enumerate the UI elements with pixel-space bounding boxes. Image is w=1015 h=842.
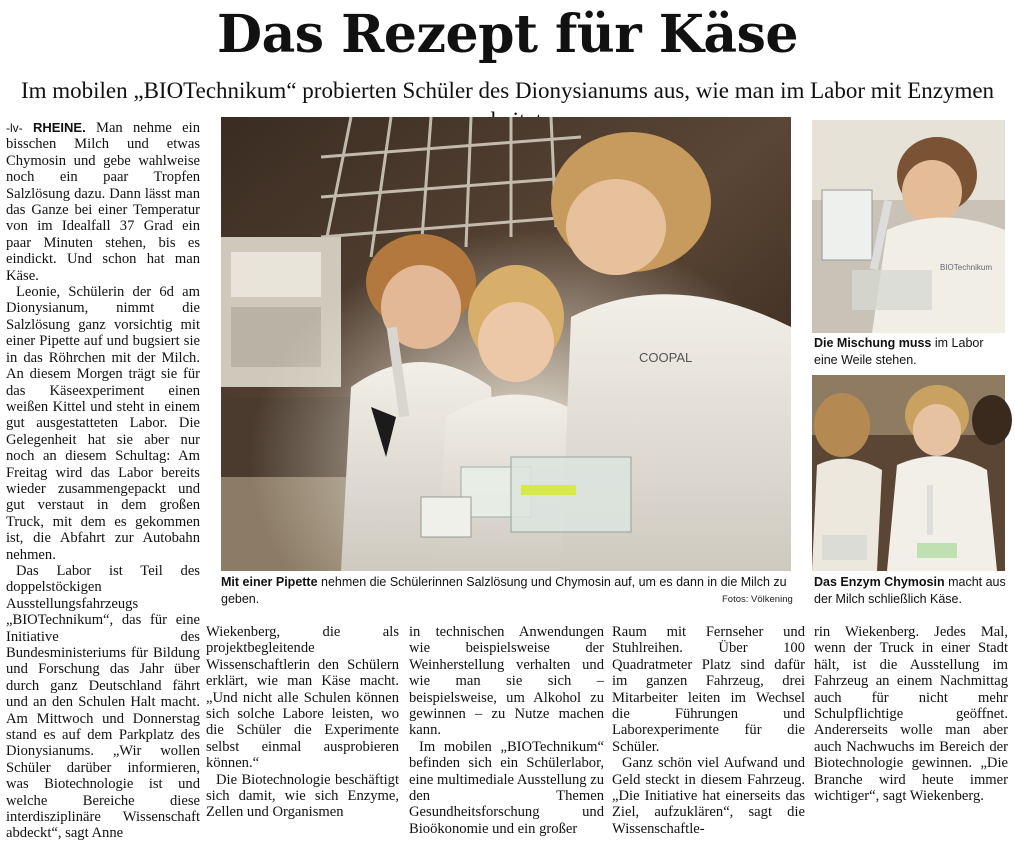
paragraph: Ganz schön viel Aufwand und Geld steckt in diesem Fahrzeug. „Die Initiative hat einerseits das Ziel, aufzuklären“, sagt die Wissenschaftle- [612, 755, 805, 837]
caption-text: im Labor eine Weile stehen. [814, 336, 984, 367]
article-column-5 [814, 624, 1008, 832]
byline: -lv- [6, 121, 23, 135]
top-right-photo [812, 120, 1005, 333]
paragraph: rin Wiekenberg. Jedes Mal, wenn der Truck in einer Stadt hält, ist die Ausstellung im Fahrzeug an einem Nachmittag auch für nicht mehr Schulpflichtige geöffnet. Andererseits wolle man aber auch Nachwuchs im Bereich der Biotechnologie gewinnen. „Die Branche wird heute immer wichtiger“, sagt Wiekenberg. [814, 624, 1008, 805]
article-column-3 [409, 624, 604, 837]
paragraph: Raum mit Fernseher und Stuhlreihen. Über 100 Quadratmeter Platz sind dafür im ganzen Fahrzeug, drei Mitarbeiter leiten im Wechsel die Führungen und Laborexperimente für die Schüler. [612, 624, 805, 755]
paragraph [6, 120, 200, 284]
paragraph: Leonie, Schülerin der 6d am Dionysianum, nimmt die Salzlösung ganz vorsichtig mit einer Pipette auf und bugsiert sie in das Röhrchen mit der Milch. An diesem Morgen trägt sie für das Käseexperiment einen weißen Kittel und steht in einem gut ausgestatteten Labor. Die Gelegenheit hat sie aber nur noch an diesem Schultag: Am Freitag wird das Labor bereits wieder zusammengepackt und gut verstaut in dem großen Truck, mit dem es gekommen ist, die Abfahrt zur Autobahn nehmen. [6, 284, 200, 563]
caption-bold: Das Enzym Chymosin [814, 575, 945, 589]
paragraph-text: Man nehme ein bisschen Milch und etwas Chymosin und gebe wahlweise noch ein paar Tropfen Salzlösung dazu. Dann lässt man das Ganze bei einer Temperatur von im Idealfall 37 Grad ein paar Minuten stehen, bis es eindickt. Und schon hat man Käse. [6, 120, 200, 284]
coat-label: COOPAL [639, 350, 693, 365]
article-column-2 [206, 624, 399, 832]
subheadline: Im mobilen „BIOTechnikum“ probierten Schüler des Dionysianums aus, wie man im Labor mit Enzymen [20, 78, 995, 103]
photo-credit: Fotos: Völkening [722, 594, 793, 605]
dateline: RHEINE. [32, 120, 86, 135]
paragraph: Die Biotechnologie beschäftigt sich damit, wie sich Enzyme, Zellen und Organismen [206, 771, 399, 821]
paragraph: Im mobilen „BIOTechnikum“ befinden sich ein Schülerlabor, eine multimediale Ausstellung zu den Themen Gesundheitsforschung und Bioökonomie und ein großer [409, 738, 604, 837]
bottom-right-photo [812, 375, 1005, 571]
paragraph: in technischen Anwendungen wie beispielsweise der Weinherstellung verhalten und wie man sie sich – beispielsweise, um Alkohol zu gewinnen – zu Nutze machen kann. [409, 624, 604, 739]
article-column-1 [6, 120, 200, 842]
caption-bold: Mit einer Pipette [221, 575, 318, 589]
top-right-caption [814, 335, 1007, 369]
caption-text: macht aus der Milch schließlich Käse. [814, 575, 1006, 606]
main-photo [221, 117, 791, 571]
coat-label: BIOTechnikum [940, 263, 993, 272]
main-photo-caption [221, 574, 791, 608]
caption-bold: Die Mischung muss [814, 336, 932, 350]
paragraph: Wiekenberg, die als projektbegleitende Wissenschaftlerin den Schülern erklärt, wie man Käse macht. „Und nicht alle Schulen können sich solche Labore leisten, wo die Schüler die Experimente selbst einmal ausprobieren können.“ [206, 624, 399, 772]
article-column-4 [612, 624, 805, 837]
bottom-right-caption [814, 574, 1007, 608]
headline: Das Rezept für Käse [217, 4, 798, 65]
caption-text: nehmen die Schülerinnen Salzlösung und Chymosin auf, um es dann in die Milch zu geben. [221, 575, 787, 606]
paragraph: Das Labor ist Teil des doppelstöckigen Ausstellungsfahrzeugs „BIOTechnikum“, das für eine Initiative des Bundesministeriums für Bildung und Forschung das Jahr über durch ganz Deutschland fährt und an den Schulen Halt macht. Am Mittwoch und Donnerstag stand es auf dem Parkplatz des Dionysianums. „Wir wollen Schüler darüber informieren, was Biotechnologie ist und welche Bereiche diese interdisziplinäre Wissenschaft abdeckt“, sagt Anne [6, 562, 200, 842]
